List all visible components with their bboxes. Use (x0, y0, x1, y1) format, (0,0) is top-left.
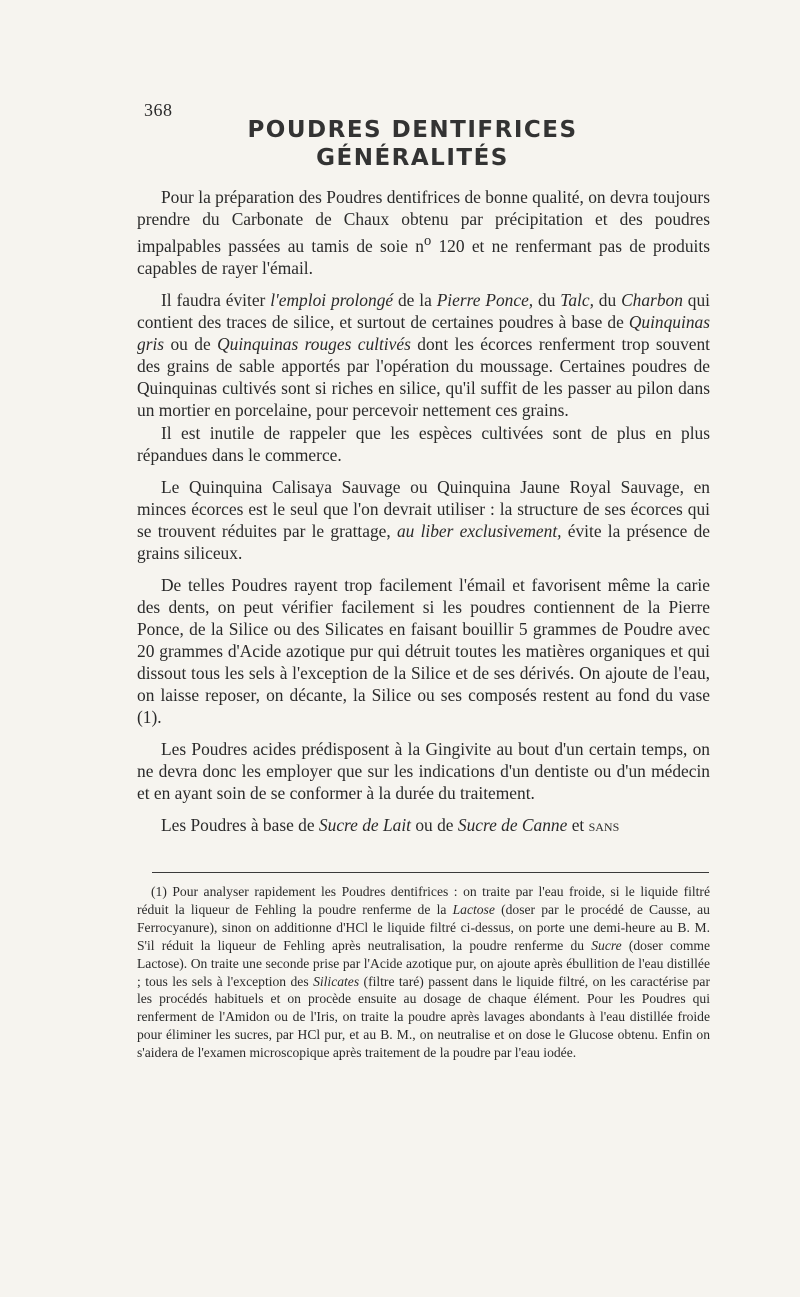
italic-text: Charbon (621, 289, 683, 310)
paragraph-1 (137, 186, 710, 279)
page-number: 368 (144, 100, 173, 120)
text-segment: Pour la préparation des Poudres dentifrices de bonne qualité, on devra toujours prendre du Carbonate de Chaux obtenu par précipitation et des poudres impalpables passées au tamis de soie n (137, 187, 710, 256)
footnote-divider (152, 872, 709, 873)
text-segment: Les Poudres acides prédisposent à la Gingivite au bout d'un certain temps, on ne devra donc les employer que sur les indications d'un dentiste ou d'un médecin et en ayant soin de se conformer à la durée du traitement. (137, 738, 710, 803)
footnote (137, 883, 710, 1062)
italic-text: au liber exclusivement, (396, 520, 562, 541)
text-segment: Il faudra éviter (161, 289, 271, 310)
text-segment: ou de (164, 333, 218, 354)
text-segment: et (567, 814, 589, 835)
paragraph-2 (137, 289, 710, 421)
paragraph-4 (137, 476, 710, 564)
italic-text: Quinquinas gris (137, 311, 710, 354)
text-segment: (filtre taré) passent dans le liquide filtré, on les caractérise par les procédés habituels et on procède ensuite au dosage de chaque élément. Pour les Poudres qui renferment de l'Amidon ou de l'Iris, on traite la poudre après lavages abondants à l'eau distillée froide pour éliminer les sucres, par HCl pur, et au B. M., on neutralise et on dose le Glucose obtenu. Enfin on s'aidera de l'examen microscopique après traitement de la poudre par l'eau iodée. (137, 973, 710, 1061)
paragraph-3 (137, 422, 710, 466)
italic-text: Silicates (313, 973, 360, 989)
italic-text: l'emploi prolongé (270, 289, 394, 310)
italic-text: Pierre Ponce, (436, 289, 534, 310)
superscript-text: o (423, 233, 432, 249)
paragraph-7 (137, 814, 710, 836)
text-segment: ou de (411, 814, 458, 835)
text-segment: qui contient des traces de silice, et surtout de certaines poudres à base de (137, 289, 710, 332)
text-segment: sans (588, 814, 620, 835)
footnote-paragraph (137, 883, 710, 1062)
text-segment: Il est inutile de rappeler que les espèces cultivées sont de plus en plus répandues dans le commerce. (137, 422, 710, 465)
text-segment: Le Quinquina Calisaya Sauvage ou Quinquina Jaune Royal Sauvage, en minces écorces est le seul que l'on devrait utiliser : la structure de ses écorces qui se trouvent réduites par le grattage, (137, 476, 710, 541)
italic-text: Lactose (452, 901, 495, 917)
text-segment: dont les écorces renferment trop souvent des grains de sable apportés par l'opération du moussage. Certaines poudres de Quinquinas cultivés sont si riches en silice, qu'il suffit de les passer au pilon dans un mortier en porcelaine, pour percevoir nettement ces grains. (137, 333, 711, 420)
body-text (137, 186, 710, 836)
text-segment: du (593, 289, 622, 310)
page-title (0, 116, 800, 172)
italic-text: Talc, (560, 289, 594, 310)
text-segment: (1) Pour analyser rapidement les Poudres dentifrices : on traite par l'eau froide, si le liquide filtré réduit la liqueur de Fehling la poudre renferme de la (137, 884, 710, 917)
text-segment: Les Poudres à base de (161, 814, 319, 835)
text-segment: de la (393, 289, 437, 310)
text-segment: 120 et ne renfermant pas de produits capables de rayer l'émail. (137, 235, 710, 278)
text-segment: évite la présence de grains siliceux. (137, 520, 710, 563)
title-line-2: GÉNÉRALITÉS (316, 145, 509, 171)
italic-text: Quinquinas rouges cultivés (217, 333, 411, 354)
italic-text: Sucre (591, 937, 622, 953)
paragraph-6 (137, 738, 710, 804)
italic-text: Sucre de Lait (318, 814, 412, 835)
text-segment: De telles Poudres rayent trop facilement l'émail et favorisent même la carie des dents, on peut vérifier facilement si les poudres contiennent de la Pierre Ponce, de la Silice ou des Silicates en faisant bouillir 5 grammes de Poudre avec 20 grammes d'Acide azotique pur qui détruit toutes les matières organiques et qui dissout tous les sels à l'exception de la Silice et de ses dérivés. On ajoute de l'eau, on laisse reposer, on décante, la Silice ou ses composés restent au fond du vase (1). (137, 574, 710, 727)
text-segment: du (533, 289, 561, 310)
title-line-1: POUDRES DENTIFRICES (247, 117, 578, 143)
paragraph-5 (137, 574, 710, 728)
italic-text: Sucre de Canne (457, 814, 568, 835)
text-segment: (doser par le procédé de Causse, au Ferrocyanure), sinon on additionne d'HCl le liquide filtré ci-dessus, on porte une demi-heure au B. M. S'il réduit la liqueur de Fehling après neutralisation, la poudre renferme du (137, 901, 710, 953)
text-segment: (doser comme Lactose). On traite une seconde prise par l'Acide azotique pur, on ajoute après ébullition de l'eau distillée ; tous les sels à l'exception des (137, 937, 711, 989)
